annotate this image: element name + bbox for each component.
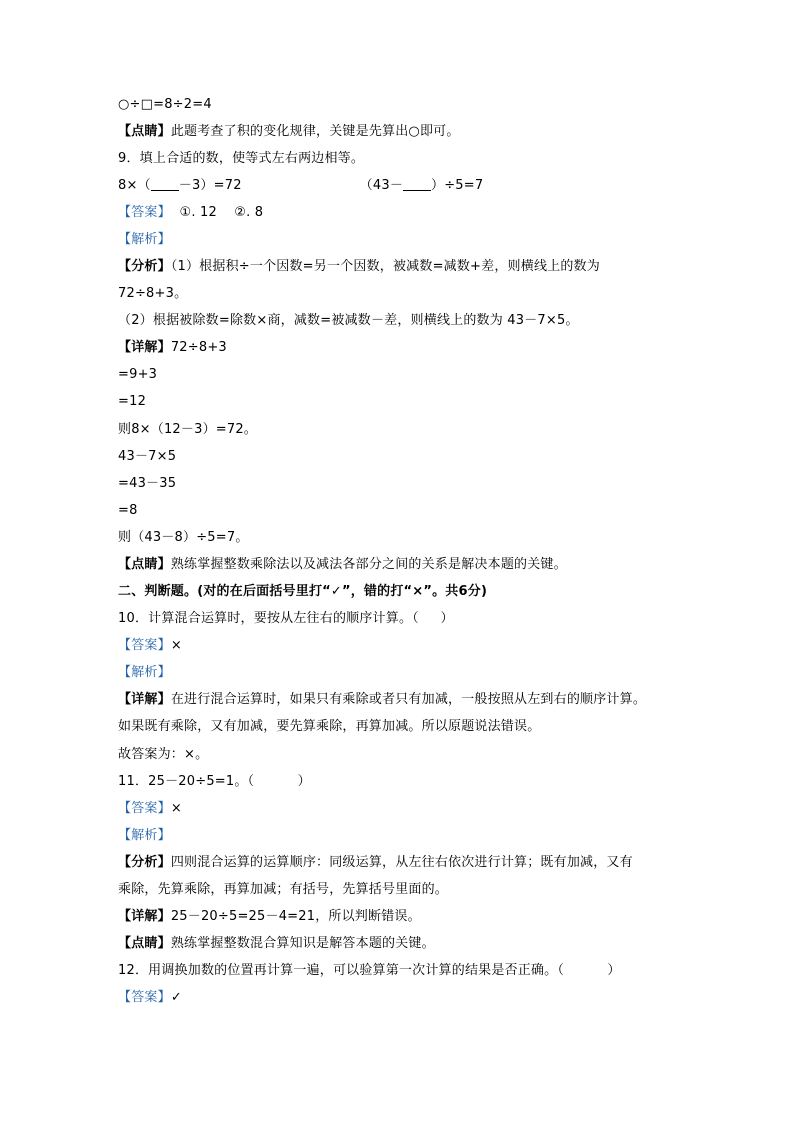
text-line (118, 392, 146, 412)
text: 8×（ (118, 178, 151, 193)
answer-blank (151, 177, 179, 191)
text: 25－20÷5=25－4=21，所以判断错误。 (170, 909, 421, 924)
answer-line (118, 799, 182, 819)
text-line (118, 95, 212, 115)
text-line (118, 311, 579, 331)
text: =12 (118, 394, 147, 409)
text-line (118, 853, 633, 873)
question-11 (118, 772, 311, 792)
text: 72÷8+3。 (118, 286, 188, 301)
text: 72÷8+3 (170, 340, 227, 355)
text-line (118, 420, 257, 440)
text: （43－ (359, 178, 404, 193)
xiangjie-label: 【详解】 (118, 909, 171, 924)
text: 43－7×5 (118, 449, 177, 464)
dianjing-label: 【点睛】 (118, 936, 171, 951)
text-line (118, 555, 567, 575)
text-line (118, 474, 176, 494)
text: 熟练掌握整数乘除法以及减法各部分之间的关系是解决本题的关键。 (170, 557, 567, 572)
text: 在进行混合运算时，如果只有乘除或者只有加减，一般按照从左到右的顺序计算。 (170, 692, 647, 707)
answer-line (118, 203, 263, 223)
question-9 (118, 149, 364, 169)
text: 四则混合运算的运算顺序：同级运算，从左往右依次进行计算；既有加减，又有 (170, 855, 633, 870)
text-line (118, 284, 187, 304)
answer-text: × (170, 801, 182, 816)
answer-label: 【答案】 (118, 801, 171, 816)
text: =8 (118, 503, 138, 518)
text-line (118, 447, 176, 467)
question-12 (118, 961, 621, 981)
jiexi-label: 【解析】 (118, 828, 171, 843)
text: =9+3 (118, 367, 158, 382)
text-line (118, 365, 157, 385)
fenxi-label: 【分析】 (118, 259, 171, 274)
text: －3）=72 (178, 178, 242, 193)
text-line (118, 907, 421, 927)
text-line (118, 338, 227, 358)
text: ○÷□=8÷2=4 (118, 97, 212, 112)
answer-label: 【答案】 (118, 205, 171, 220)
text: 乘除，先算乘除，再算加减；有括号，先算括号里面的。 (118, 882, 449, 897)
dianjing-label: 【点睛】 (118, 557, 171, 572)
text: 则8×（12－3）=72。 (118, 422, 258, 437)
answer-blank (403, 177, 431, 191)
answer-text: ✓ (170, 990, 182, 1005)
text: =43－35 (118, 476, 177, 491)
answer-line (118, 988, 182, 1008)
text-line (118, 122, 460, 142)
question-10 (118, 609, 454, 629)
jiexi-label: 【解析】 (118, 665, 171, 680)
fenxi-label: 【分析】 (118, 855, 171, 870)
text: 故答案为：×。 (118, 747, 209, 762)
answer-text: ①. 12 ②. 8 (170, 205, 264, 220)
text-line (118, 745, 208, 765)
jiexi-line (118, 663, 171, 683)
text: 熟练掌握整数混合算知识是解答本题的关键。 (170, 936, 435, 951)
text: 则（43－8）÷5=7。 (118, 530, 249, 545)
text: 11．25－20÷5=1。（ ） (118, 774, 311, 789)
xiangjie-label: 【详解】 (118, 340, 171, 355)
answer-label: 【答案】 (118, 638, 171, 653)
section-title: 二、判断题。(对的在后面括号里打“✓”，错的打“×”。共6分) (118, 584, 488, 599)
text-line (118, 717, 540, 737)
text: 10．计算混合运算时，要按从左往右的顺序计算。（ ） (118, 611, 454, 626)
text-line (118, 501, 138, 521)
answer-text: × (170, 638, 182, 653)
xiangjie-label: 【详解】 (118, 692, 171, 707)
text-line (118, 690, 646, 710)
jiexi-label: 【解析】 (118, 232, 171, 247)
question-9-equations (118, 176, 483, 196)
text-line (118, 257, 600, 277)
jiexi-line (118, 826, 171, 846)
text: （2）根据被除数=除数×商，减数=被减数－差，则横线上的数为 43－7×5。 (118, 313, 579, 328)
answer-line (118, 636, 182, 656)
text: ）÷5=7 (431, 178, 484, 193)
answer-label: 【答案】 (118, 990, 171, 1005)
text: 此题考查了积的变化规律，关键是先算出○即可。 (170, 124, 460, 139)
text: （1）根据积÷一个因数=另一个因数，被减数=减数+差，则横线上的数为 (170, 259, 600, 274)
text: 12．用调换加数的位置再计算一遍，可以验算第一次计算的结果是否正确。（ ） (118, 963, 621, 978)
text-line (118, 880, 448, 900)
dianjing-label: 【点睛】 (118, 124, 171, 139)
jiexi-line (118, 230, 171, 250)
text-line (118, 934, 435, 954)
text: 如果既有乘除，又有加减，要先算乘除，再算加减。所以原题说法错误。 (118, 719, 541, 734)
text: 9．填上合适的数，使等式左右两边相等。 (118, 151, 365, 166)
text-line (118, 528, 249, 548)
section-heading (118, 582, 487, 602)
